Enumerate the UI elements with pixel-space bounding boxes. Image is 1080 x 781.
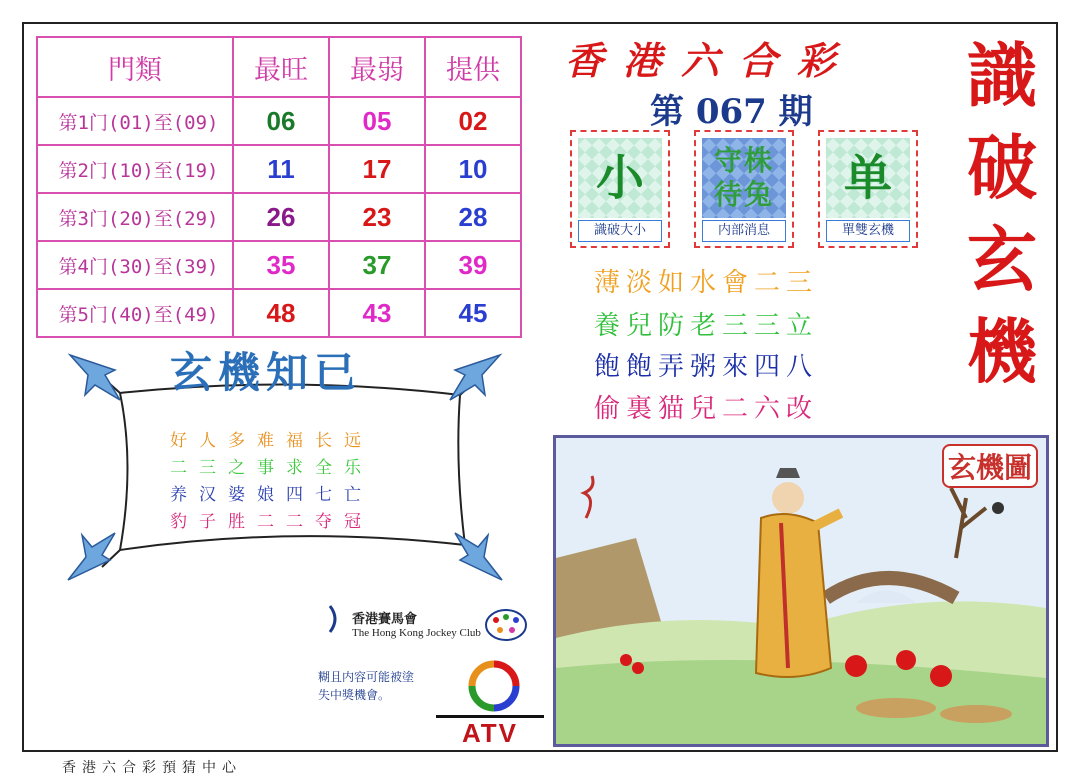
table-row [37, 193, 521, 241]
atv-swirl-logo-icon [464, 660, 524, 712]
mosaic-tile [578, 138, 662, 218]
bird-icon [455, 533, 502, 580]
table-row [37, 241, 521, 289]
main-title: 香港六合彩 [565, 38, 856, 83]
riddle-line: 豹子胜二二夺冠 [170, 512, 373, 532]
num-weakest: 43 [329, 289, 425, 337]
spider-icon [992, 502, 1004, 514]
mark-six-logo-icon [484, 608, 528, 642]
hint-caption: 内部消息 [702, 220, 786, 242]
apple-icon [620, 654, 632, 666]
hint-box-size [570, 130, 670, 248]
num-weakest: 23 [329, 193, 425, 241]
hint-caption: 識破大小 [578, 220, 662, 242]
header-hottest: 最旺 [233, 37, 329, 97]
door-table [36, 36, 522, 338]
header-category: 門類 [37, 37, 233, 97]
riddle-line: 养汉婆娘四七亡 [170, 485, 373, 505]
bird-icon [70, 355, 120, 400]
num-provided: 02 [425, 97, 521, 145]
door-label: 第3门(20)至(29) [37, 193, 233, 241]
apple-icon [930, 665, 952, 687]
jockey-club-logo-icon [326, 604, 342, 634]
num-hottest: 11 [233, 145, 329, 193]
bird-icon [68, 533, 115, 580]
door-label: 第1门(01)至(09) [37, 97, 233, 145]
num-hottest: 26 [233, 193, 329, 241]
apple-icon [845, 655, 867, 677]
vertical-char: 玄 [967, 218, 1037, 301]
vertical-char: 機 [967, 310, 1037, 393]
hint-glyph-line1: 守株 [713, 144, 774, 177]
jockey-club-name-cn: 香港賽馬會 [352, 612, 418, 627]
vertical-char: 識 [967, 34, 1037, 117]
vertical-title [962, 30, 1042, 398]
apple-icon [896, 650, 916, 670]
num-weakest: 05 [329, 97, 425, 145]
apple-icon [632, 662, 644, 674]
door-label: 第2门(10)至(19) [37, 145, 233, 193]
hint-box-odd-even [818, 130, 918, 248]
atv-logo-text: ATV [436, 715, 544, 748]
poem-line: 飽飽弄粥來四八 [594, 352, 819, 382]
num-provided: 10 [425, 145, 521, 193]
disclaimer-line: 失中獎機會。 [318, 688, 391, 702]
poem-line: 養兒防老三三立 [594, 311, 819, 341]
num-hottest: 48 [233, 289, 329, 337]
hint-box-inside-news [694, 130, 794, 248]
num-weakest: 37 [329, 241, 425, 289]
bird-icon [450, 355, 500, 400]
vertical-char: 破 [967, 126, 1037, 209]
num-provided: 28 [425, 193, 521, 241]
table-row [37, 145, 521, 193]
table-row [37, 97, 521, 145]
riddle-line: 好人多难福长远 [170, 431, 373, 451]
issue-number: 第 067 期 [650, 92, 813, 132]
header-weakest: 最弱 [329, 37, 425, 97]
hint-glyph: 小 [595, 150, 644, 206]
num-provided: 39 [425, 241, 521, 289]
hint-caption: 單雙玄機 [826, 220, 910, 242]
jockey-club-name-en: The Hong Kong Jockey Club [352, 627, 481, 639]
disclaimer-note [318, 668, 414, 704]
door-label: 第5门(40)至(49) [37, 289, 233, 337]
picture-label: 玄機圖 [942, 444, 1038, 488]
hint-glyph: 单 [843, 150, 892, 206]
num-provided: 45 [425, 289, 521, 337]
riddle-line: 二三之事求全乐 [170, 458, 373, 478]
num-hottest: 35 [233, 241, 329, 289]
header-provided: 提供 [425, 37, 521, 97]
door-label: 第4门(30)至(39) [37, 241, 233, 289]
poem-line: 薄淡如水會二三 [594, 268, 819, 298]
riddle-title: 玄機知已 [170, 348, 363, 397]
mosaic-tile [826, 138, 910, 218]
mosaic-tile [702, 138, 786, 218]
hint-glyph-line2: 待兔 [713, 178, 774, 211]
num-weakest: 17 [329, 145, 425, 193]
num-hottest: 06 [233, 97, 329, 145]
footer-text: 香港六合彩預猜中心 [62, 760, 242, 776]
poem-line: 偷裏猫兒二六改 [594, 394, 819, 424]
disclaimer-line: 糊且内容可能被塗 [318, 670, 415, 684]
table-header-row [37, 37, 521, 97]
table-row [37, 289, 521, 337]
riddle-picture [553, 435, 1049, 747]
